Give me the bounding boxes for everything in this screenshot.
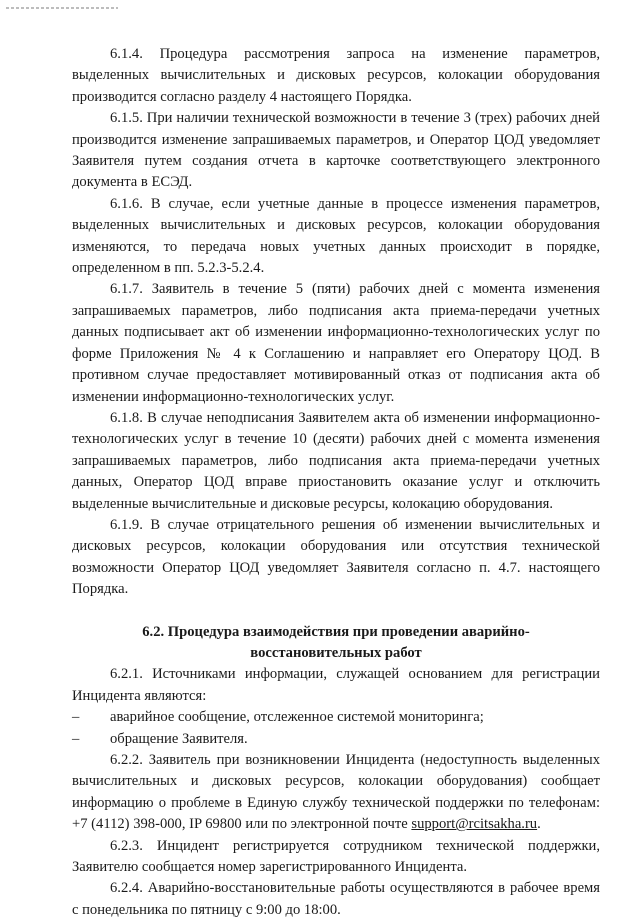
list-dash: –: [72, 730, 80, 747]
list-item: [72, 729, 600, 750]
paragraph-6-2-2: [72, 750, 600, 836]
paragraph-6-2-3: 6.2.3. Инцидент регистрируется сотрудником технической поддержки, Заявителю сообщается номер зарегистрированного Инцидента.: [72, 837, 600, 876]
paragraph-6-2-1: 6.2.1. Источниками информации, служащей основанием для регистрации Инцидента являются:: [72, 666, 600, 704]
paragraph-6-2-4: 6.2.4. Аварийно-восстановительные работы осуществляются в рабочее время с понедельника по пятницу с 9:00 до 18:00.: [72, 880, 600, 918]
section-heading: [72, 622, 600, 665]
list-item-text: аварийное сообщение, отслеженное системой мониторинга;: [110, 709, 484, 726]
section-gap: [72, 601, 600, 622]
paragraph-6-1-9: 6.1.9. В случае отрицательного решения об изменении вычислительных и дисковых ресурсов, колокации оборудования или отсутствия технической возможности Оператор ЦОД уведомляет Заявителя согласно п. 4.7. настоящего Порядка.: [72, 516, 600, 598]
paragraph-6-1-8: 6.1.8. В случае неподписания Заявителем акта об изменении информационно-технологических услуг в течение 10 (десяти) рабочих дней с момента изменения запрашиваемых параметров, либо подписания акта приема-передачи учетных данных, Оператор ЦОД вправе приостановить оказание услуг и отключить выделенные вычислительные и дисковые ресурсы, колокацию оборудования.: [72, 409, 600, 512]
paragraph-6-2-2-text: 6.2.2. Заявитель при возникновении Инцидента (недоступность выделенных вычислительных и дисковых ресурсов, колокации оборудования) сообщает информацию о проблеме в Единую службу технической поддержки по телефонам: +7 (4112) 398-000, IP 69800 или по электронной почте: [72, 752, 600, 833]
incident-source-list: [72, 707, 600, 750]
list-item-text: обращение Заявителя.: [110, 730, 248, 747]
paragraph-6-1-6: 6.1.6. В случае, если учетные данные в процессе изменения параметров, выделенных вычислительных и дисковых ресурсов, колокации оборудования изменяются, то передача новых учетных данных происходит в порядке, определенном в пп. 5.2.3-5.2.4.: [72, 195, 600, 277]
section-heading-line-2: восстановительных работ: [250, 644, 422, 661]
paragraph-6-2-2-end: .: [537, 816, 541, 833]
paragraph-6-1-7: 6.1.7. Заявитель в течение 5 (пяти) рабочих дней с момента изменения запрашиваемых параметров, либо подписания акта приема-передачи учетных данных подписывает акт об изменении информационно-технологических услуг по форме Приложения № 4 к Соглашению и направляет его Оператору ЦОД. В противном случае предоставляет мотивированный отказ от подписания акта об изменении информационно-технологических услуг.: [72, 281, 600, 405]
scan-header-mark: [6, 7, 118, 9]
section-heading-line-1: 6.2. Процедура взаимодействия при проведении аварийно-: [142, 623, 530, 640]
support-email-link[interactable]: support@rcitsakha.ru: [411, 816, 538, 833]
list-dash: –: [72, 709, 80, 726]
list-item: [72, 707, 600, 728]
paragraph-6-1-5: 6.1.5. При наличии технической возможности в течение 3 (трех) рабочих дней производится изменение запрашиваемых параметров, и Оператор ЦОД уведомляет Заявителя путем создания отчета в карточке соответствующего электронного документа в ЕСЭД.: [72, 110, 600, 191]
document-page: [72, 44, 600, 921]
paragraph-6-1-4: 6.1.4. Процедура рассмотрения запроса на изменение параметров, выделенных вычислительных и дисковых ресурсов, колокации оборудования производится согласно разделу 4 настоящего Порядка.: [72, 46, 600, 105]
